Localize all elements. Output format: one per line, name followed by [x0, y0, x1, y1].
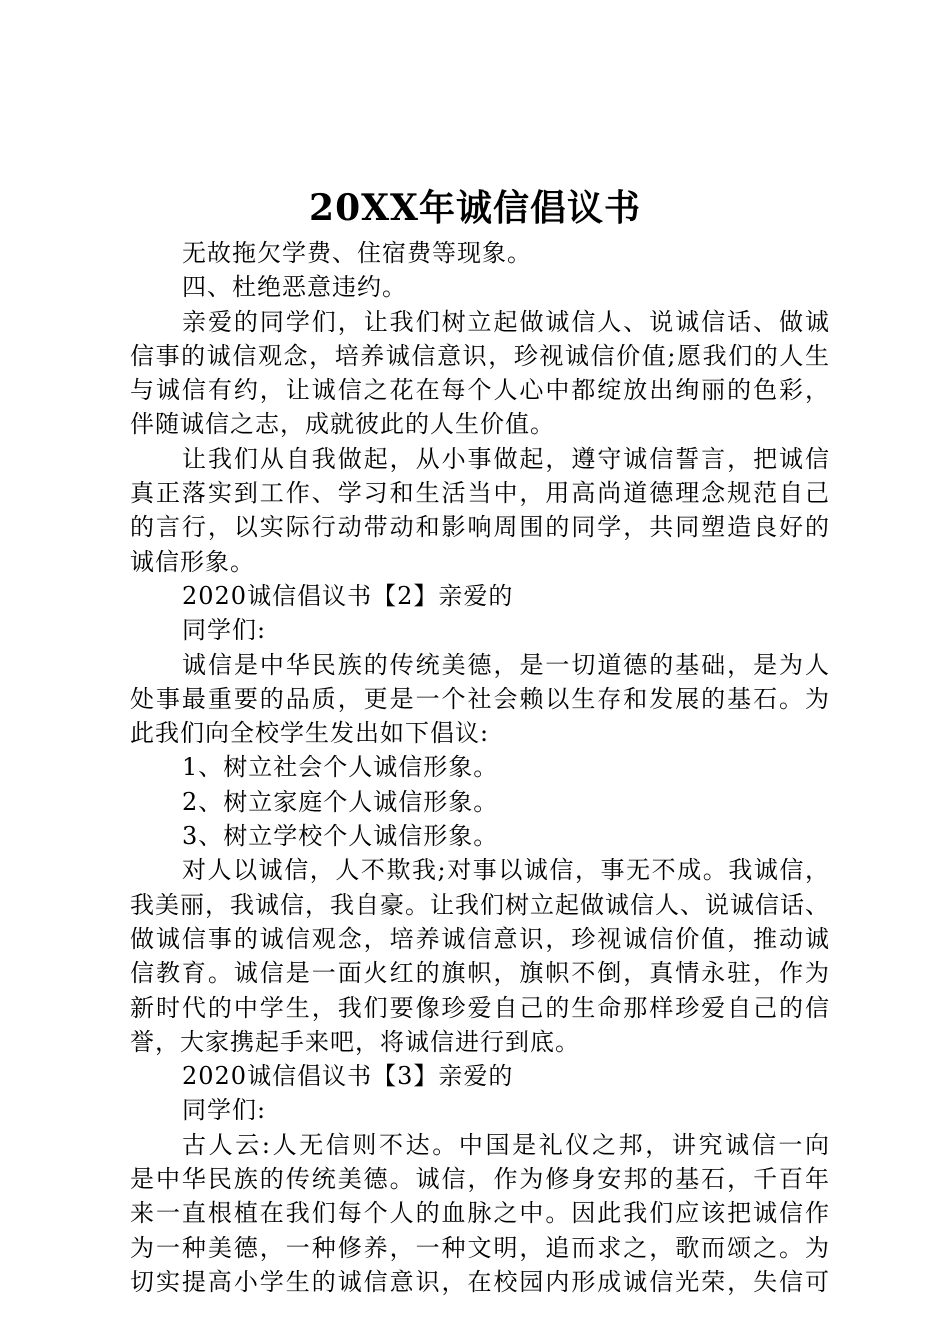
text-line: 四、杜绝恶意违约。 [182, 273, 407, 302]
text-line: 无故拖欠学费、住宿费等现象。 [182, 239, 532, 267]
text-line: 诚信是中华民族的传统美德，是一切道德的基础，是为人 [182, 650, 830, 679]
text-line: 此我们向全校学生发出如下倡议: [130, 719, 490, 748]
text-line: 真正落实到工作、学习和生活当中，用高尚道德理念规范自己 [130, 479, 830, 508]
text-line: 伴随诚信之志，成就彼此的人生价值。 [130, 410, 555, 439]
text-line: 2、树立家庭个人诚信形象。 [182, 787, 499, 816]
text-line: 诚信形象。 [130, 547, 255, 576]
text-line: 1、树立社会个人诚信形象。 [182, 753, 499, 782]
text-line: 2020诚信倡议书【3】亲爱的 [182, 1062, 514, 1091]
text-line: 亲爱的同学们，让我们树立起做诚信人、说诚信话、做诚 [182, 307, 830, 336]
text-line: 做诚信事的诚信观念，培养诚信意识，珍视诚信价值，推动诚 [130, 924, 830, 953]
text-line: 是中华民族的传统美德。诚信，作为修身安邦的基石，千百年 [130, 1165, 830, 1194]
text-line: 新时代的中学生，我们要像珍爱自己的生命那样珍爱自己的信 [130, 993, 830, 1022]
document-body [130, 236, 830, 1299]
text-line: 同学们: [182, 616, 267, 645]
text-line: 3、树立学校个人诚信形象。 [182, 822, 499, 851]
text-line: 与诚信有约，让诚信之花在每个人心中都绽放出绚丽的色彩， [130, 376, 830, 405]
text-line: 来一直根植在我们每个人的血脉之中。因此我们应该把诚信作 [130, 1199, 830, 1228]
text-line: 信教育。诚信是一面火红的旗帜，旗帜不倒，真情永驻，作为 [130, 959, 830, 988]
text-line: 誉，大家携起手来吧，将诚信进行到底。 [130, 1027, 580, 1056]
text-line: 为一种美德，一种修养，一种文明，追而求之，歌而颂之。为 [130, 1233, 830, 1262]
text-line: 2020诚信倡议书【2】亲爱的 [182, 581, 514, 610]
document-title: 20XX年诚信倡议书 [309, 187, 641, 229]
text-line: 我美丽，我诚信，我自豪。让我们树立起做诚信人、说诚信话、 [130, 890, 830, 919]
text-line: 同学们: [182, 1096, 267, 1125]
text-line: 古人云:人无信则不达。中国是礼仪之邦，讲究诚信一向 [182, 1130, 830, 1159]
text-line: 切实提高小学生的诚信意识，在校园内形成诚信光荣，失信可 [130, 1267, 830, 1296]
text-line: 对人以诚信，人不欺我;对事以诚信，事无不成。我诚信， [182, 856, 830, 885]
text-line: 处事最重要的品质，更是一个社会赖以生存和发展的基石。为 [130, 684, 830, 713]
text-line: 的言行，以实际行动带动和影响周围的同学，共同塑造良好的 [130, 513, 830, 542]
text-line: 让我们从自我做起，从小事做起，遵守诚信誓言，把诚信 [182, 444, 830, 473]
text-line: 信事的诚信观念，培养诚信意识，珍视诚信价值;愿我们的人生 [130, 341, 830, 370]
